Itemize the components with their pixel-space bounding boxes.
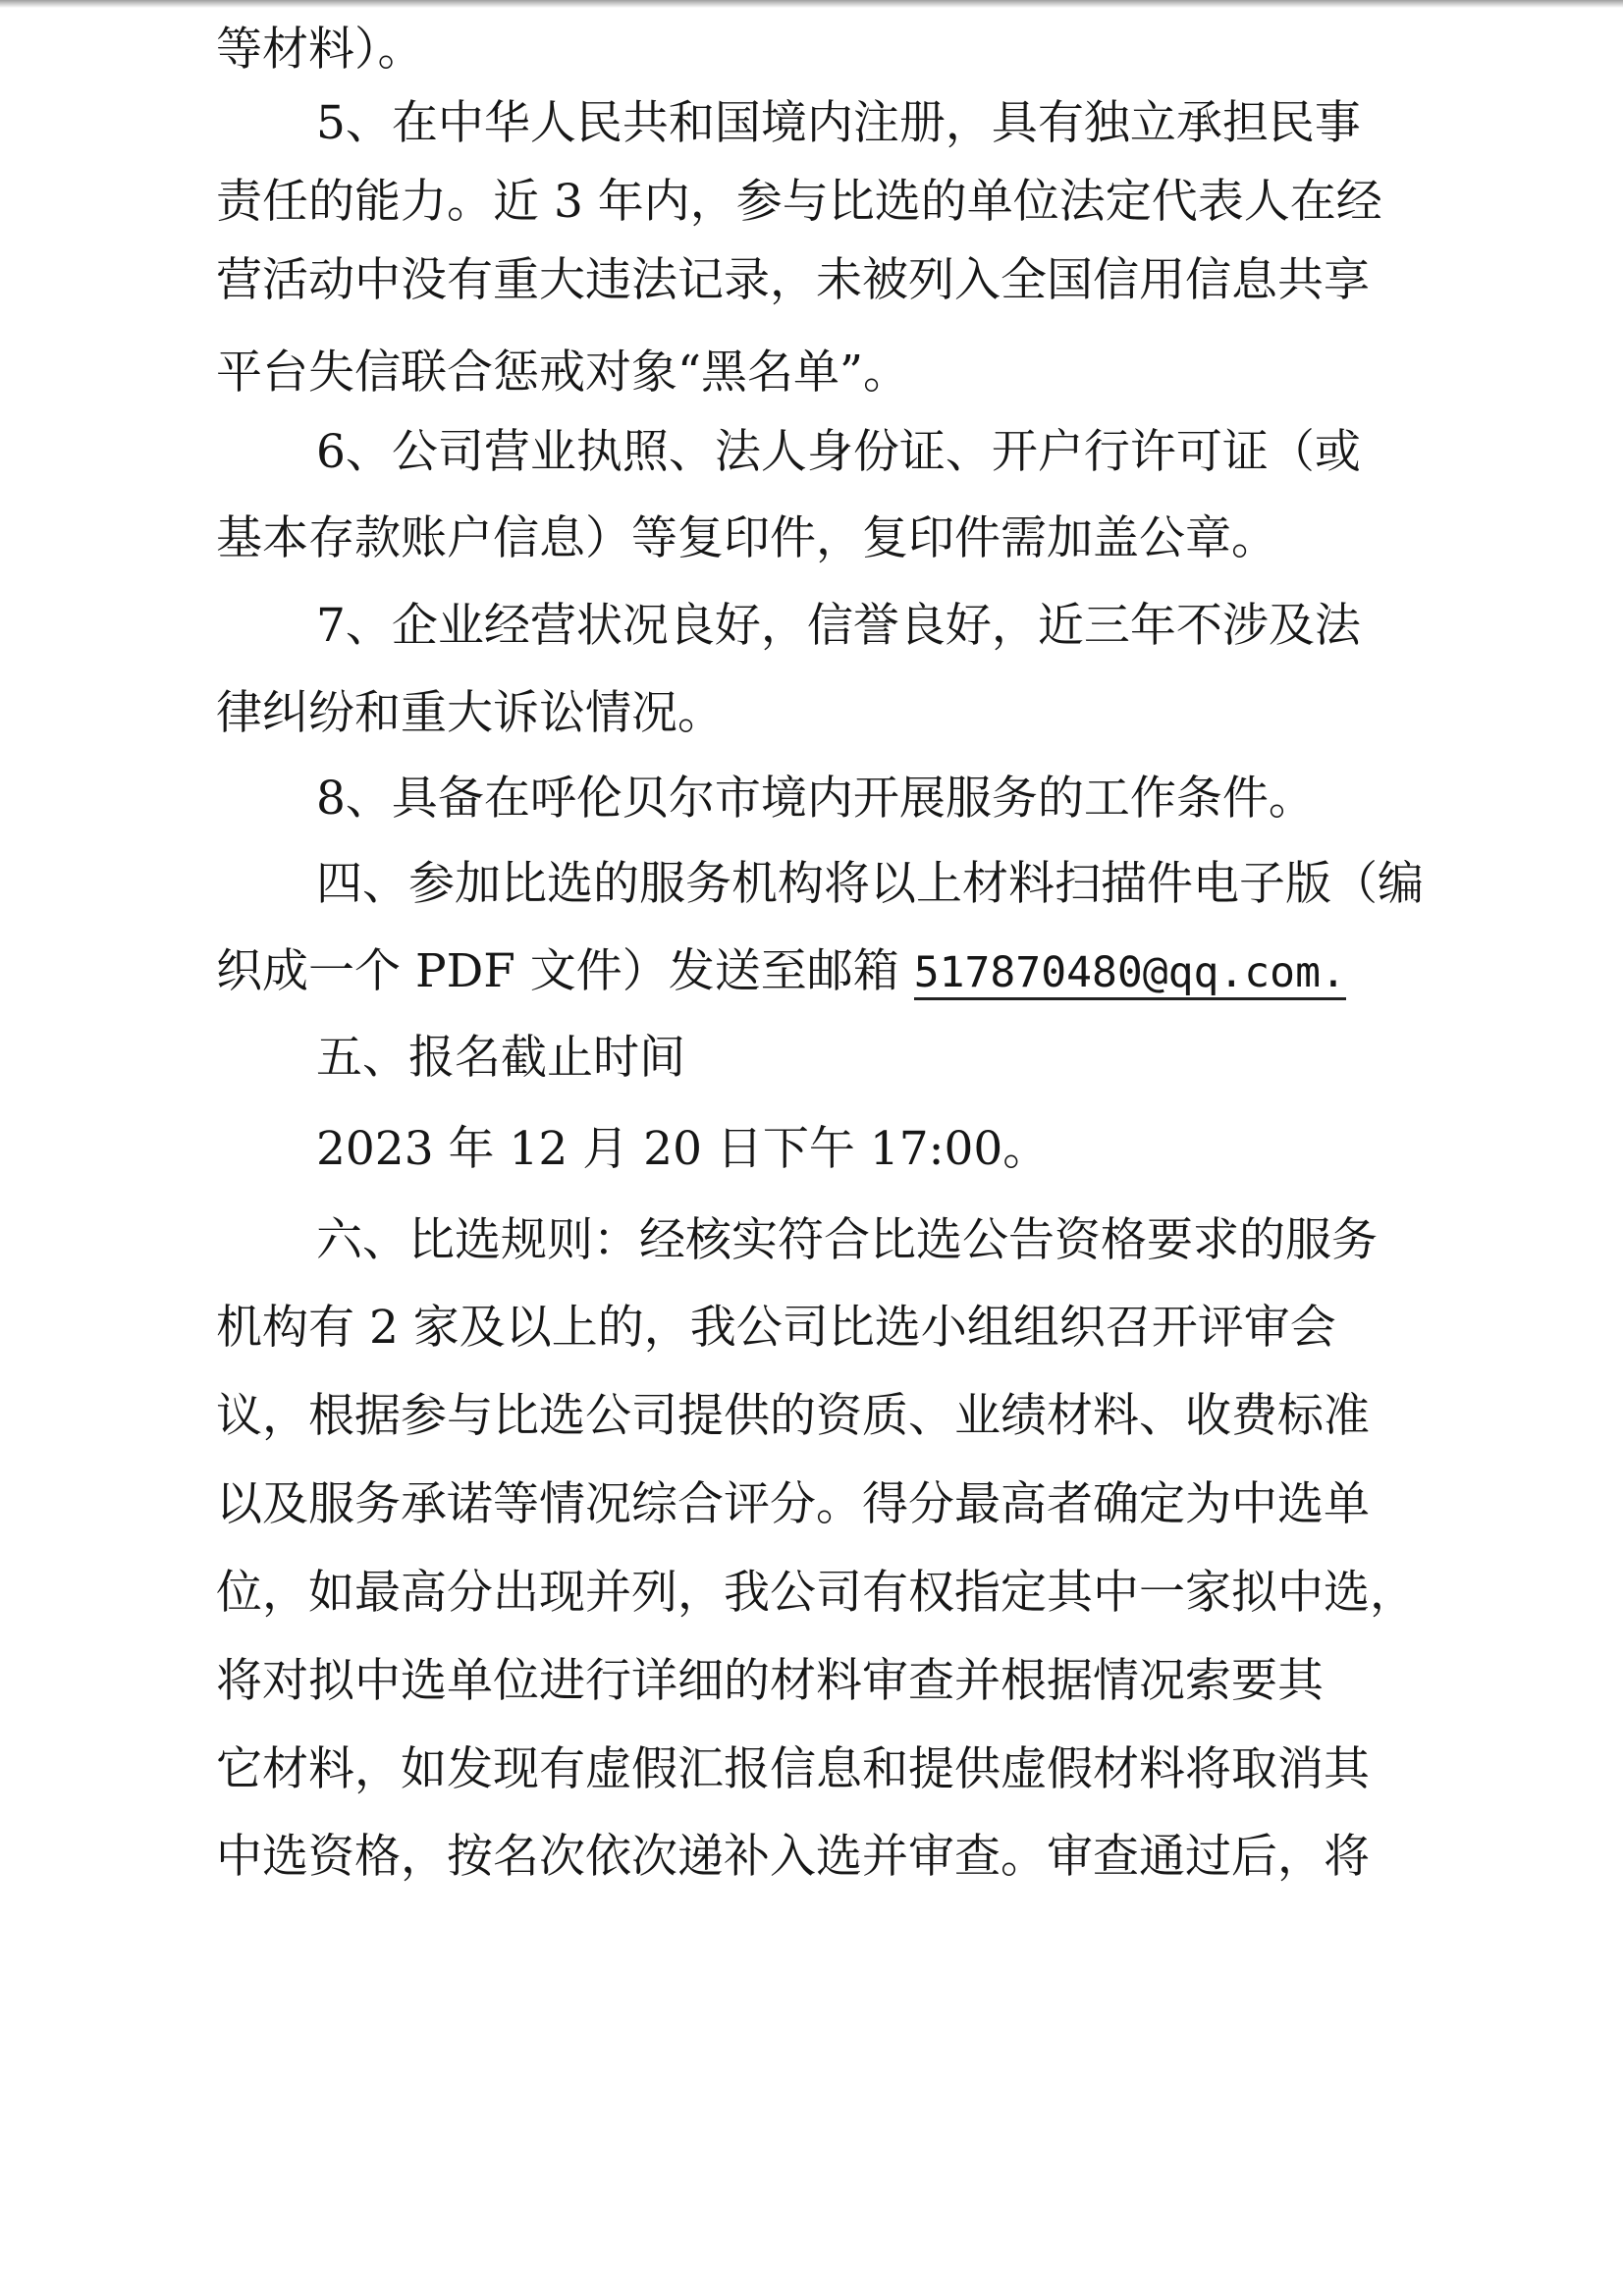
text-line: 责任的能力。近 3 年内，参与比选的单位法定代表人在经 — [216, 175, 1382, 229]
text-line-prefix: 织成一个 PDF 文件）发送至邮箱 — [216, 944, 914, 998]
text-line: 它材料，如发现有虚假汇报信息和提供虚假材料将取消其 — [216, 1742, 1370, 1796]
text-line: 8、具备在呼伦贝尔市境内开展服务的工作条件。 — [316, 772, 1315, 826]
text-line: 6、公司营业执照、法人身份证、开户行许可证（或 — [316, 425, 1361, 479]
text-line: 位，如最高分出现并列，我公司有权指定其中一家拟中选， — [216, 1566, 1416, 1620]
text-line: 律纠纷和重大诉讼情况。 — [216, 686, 724, 740]
text-line: 四、参加比选的服务机构将以上材料扫描件电子版（编 — [316, 857, 1424, 911]
text-line: 议，根据参与比选公司提供的资质、业绩材料、收费标准 — [216, 1389, 1370, 1443]
text-line: 中选资格，按名次依次递补入选并审查。审查通过后，将 — [216, 1830, 1370, 1884]
text-line: 将对拟中选单位进行详细的材料审查并根据情况索要其 — [216, 1654, 1324, 1708]
text-line: 等材料）。 — [216, 23, 424, 77]
text-line: 以及服务承诺等情况综合评分。得分最高者确定为中选单 — [216, 1477, 1370, 1531]
email-link[interactable]: 517870480@qq.com. — [914, 948, 1346, 1000]
text-line: 六、比选规则：经核实符合比选公告资格要求的服务 — [316, 1213, 1378, 1267]
text-line-with-email — [216, 939, 1346, 1004]
text-line: 5、在中华人民共和国境内注册，具有独立承担民事 — [316, 96, 1361, 150]
text-line: 营活动中没有重大违法记录，未被列入全国信用信息共享 — [216, 253, 1370, 307]
section-heading: 五、报名截止时间 — [316, 1031, 685, 1085]
scan-top-edge — [0, 0, 1623, 8]
text-line: 基本存款账户信息）等复印件，复印件需加盖公章。 — [216, 511, 1277, 565]
text-line: 机构有 2 家及以上的，我公司比选小组组织召开评审会 — [216, 1301, 1336, 1355]
deadline-date: 2023 年 12 月 20 日下午 17:00。 — [316, 1122, 1050, 1176]
text-line: 7、企业经营状况良好，信誉良好，近三年不涉及法 — [316, 599, 1361, 653]
text-line: 平台失信联合惩戒对象“黑名单”。 — [216, 346, 910, 400]
